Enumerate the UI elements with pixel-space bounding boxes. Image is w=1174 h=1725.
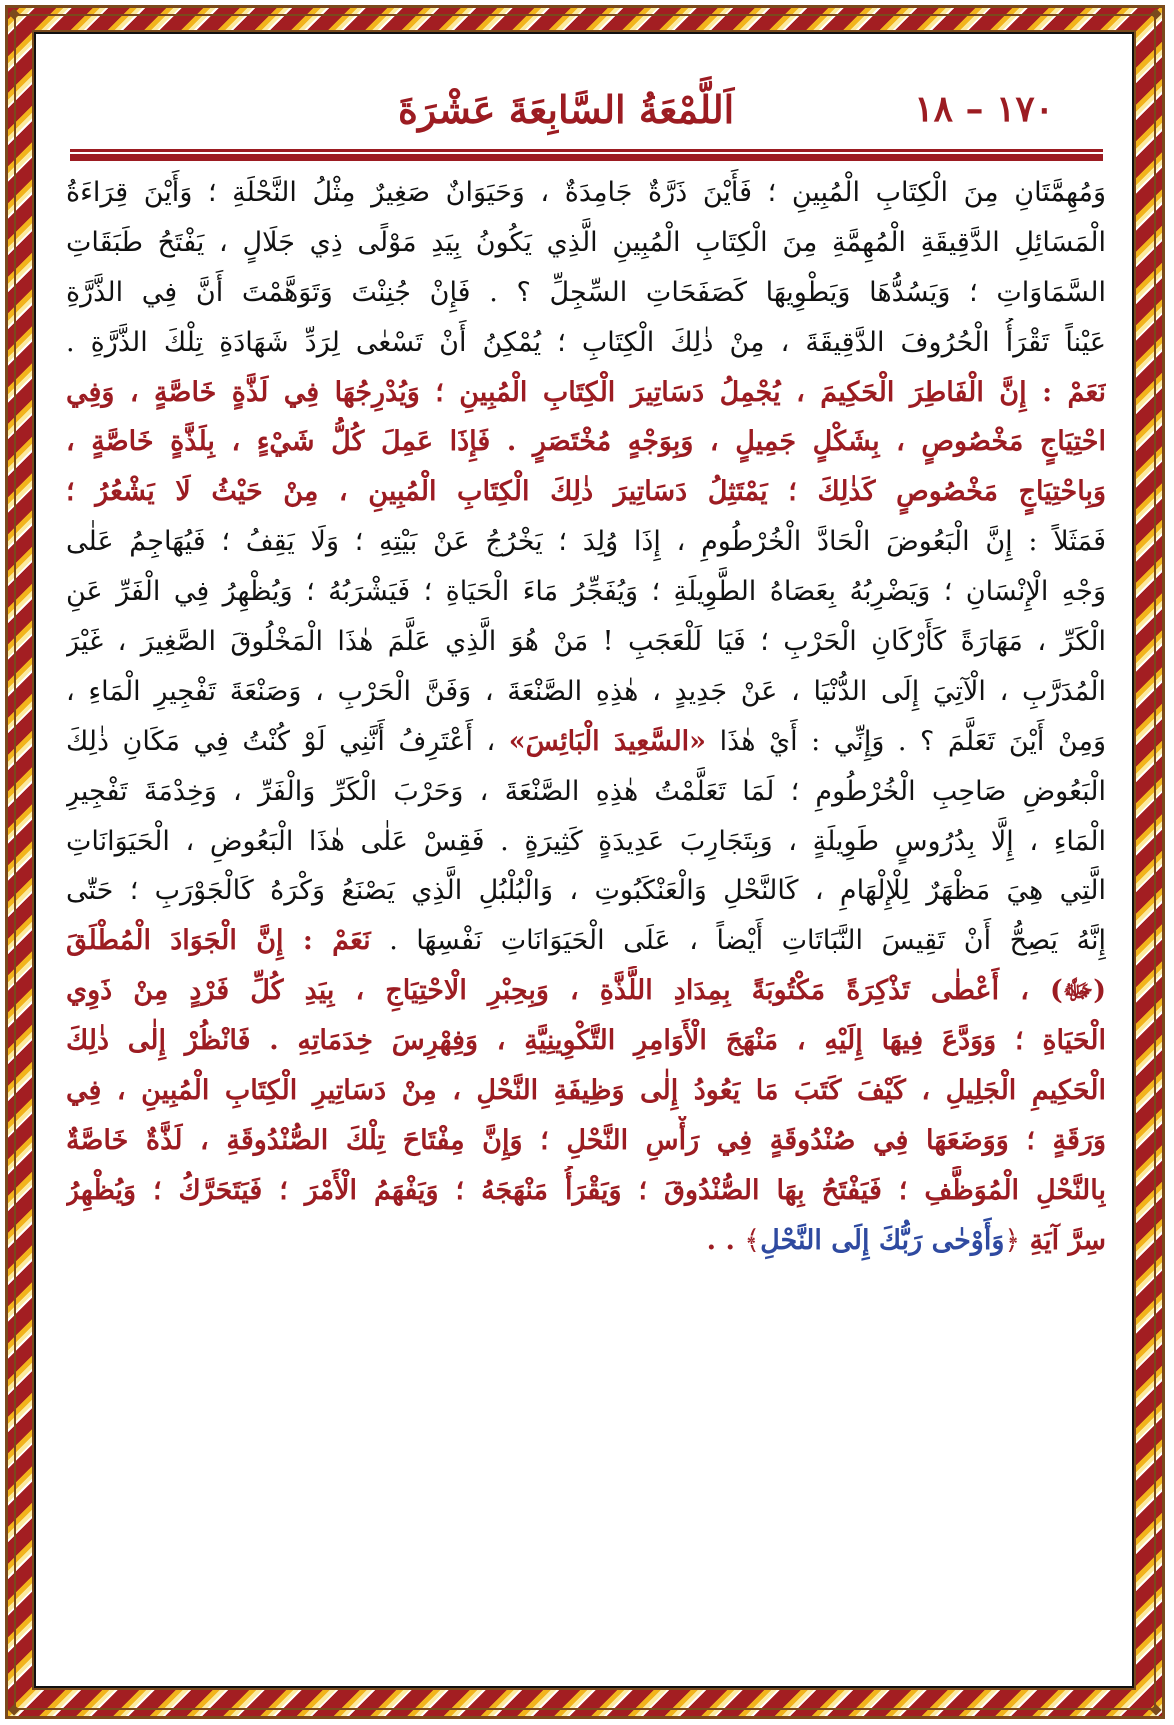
- body-text-segment: وَمِنْ أَيْنَ تَعَلَّمَ ؟ . وَإِنِّي : أَيْ هٰذَا: [706, 725, 1106, 757]
- emphasis-text: احْتِيَاجٍ مَخْصُوصٍ ، بِشَكْلٍ جَمِيلٍ ، وَبِوَجْهٍ مُخْتَصَرٍ . فَإِذَا عَمِلَ كُلُّ شَيْءٍ ، بِلَذَّةٍ خَاصَّةٍ ،: [66, 426, 1106, 458]
- text-line: [66, 1216, 1106, 1266]
- text-line: [66, 368, 1106, 418]
- body-text-segment: وَجْهِ الْإِنْسَانِ ؛ وَيَضْرِبُهُ بِعَصَاهُ الطَّوِيلَةِ ؛ وَيُفَجِّرُ مَاءَ الْحَيَاةِ ؛ فَيَشْرَبُهُ ؛ وَيُظْهِرُ فِي الْفَرِّ عَنِ: [66, 576, 1106, 608]
- text-line: [66, 767, 1106, 817]
- text-line: [66, 567, 1106, 617]
- page-header: [70, 78, 1104, 140]
- emphasis-text: «السَّعِيدَ الْبَائِسَ»: [508, 725, 707, 757]
- body-text-segment: ، أَعْتَرِفُ أَنَّنِي لَوْ كُنْتُ فِي مَكَانِ ذٰلِكَ: [66, 725, 509, 757]
- text-line: [66, 318, 1106, 368]
- emphasis-text: الْحَيَاةِ ؛ وَوَدَّعَ فِيهَا إِلَيْهِ ، مَنْهَجَ الْأَوَامِرِ التَّكْوِينِيَّةِ ، وَفِهْرِسَ خِدَمَاتِهِ . فَانْظُرْ إِلٰى ذٰلِكَ: [66, 1025, 1106, 1057]
- body-text-segment: الْبَعُوضِ صَاحِبِ الْخُرْطُومِ ؛ لَمَا تَعَلَّمْتُ هٰذِهِ الصَّنْعَةَ ، وَحَرْبَ الْكَرِّ وَالْفَرِّ ، وَخِدْمَةَ تَفْجِيرِ: [66, 775, 1106, 807]
- text-line: [66, 467, 1106, 517]
- body-text-segment: إِنَّهُ يَصِحُّ أَنْ تَقِيسَ النَّبَاتَاتِ أَيْضاً ، عَلَى الْحَيَوَانَاتِ نَفْسِهَا .: [370, 925, 1106, 957]
- text-line: [66, 817, 1106, 867]
- text-line: [66, 1066, 1106, 1116]
- text-line: [66, 667, 1106, 717]
- body-text-segment: عَيْناً تَقْرَأُ الْحُرُوفَ الدَّقِيقَةَ ، مِنْ ذٰلِكَ الْكِتَابِ ؛ يُمْكِنُ أَنْ تَسْعٰى لِرَدِّ شَهَادَةِ تِلْكَ الذَّرَّةِ .: [66, 326, 1106, 358]
- body-text-segment: السَّمَاوَاتِ ؛ وَيَسُدُّهَا وَيَطْوِيهَا كَصَفَحَاتِ السِّجِلِّ ؟ . فَإِنْ جُنِنْتَ وَتَوَهَّمْتَ أَنَّ فِي الذَّرَّةِ: [66, 276, 1106, 308]
- text-line: [66, 1016, 1106, 1066]
- text-line: [66, 617, 1106, 667]
- text-line: [66, 417, 1106, 467]
- text-line: [66, 517, 1106, 567]
- body-text-segment: الْكَرِّ ، مَهَارَةً كَأَرْكَانِ الْحَرْبِ ؛ فَيَا لَلْعَجَبِ ! مَنْ هُوَ الَّذِي عَلَّمَ هٰذَا الْمَخْلُوقَ الصَّغِيرَ ، غَيْرَ: [66, 626, 1106, 658]
- text-line: [66, 1116, 1106, 1166]
- emphasis-text: سِرَّ آيَةِ: [1020, 1224, 1106, 1256]
- text-line: [66, 218, 1106, 268]
- body-text-segment: الَّتِي هِيَ مَظْهَرٌ لِلْإِلْهَامِ ، كَالنَّحْلِ وَالْعَنْكَبُوتِ ، وَالْبُلْبُلِ الَّذِي يَصْنَعُ وَكْرَهُ كَالْجَوْرَبِ ؛ حَتّٰى: [66, 875, 1106, 907]
- emphasis-text: وَبِاحْتِيَاجٍ مَخْصُوصٍ كَذٰلِكَ ؛ يَمْتَثِلُ دَسَاتِيرَ ذٰلِكَ الْكِتَابِ الْمُبِينِ ، مِنْ حَيْثُ لَا يَشْعُرُ ؛: [66, 476, 1106, 508]
- text-line: [66, 916, 1106, 966]
- text-line: [66, 168, 1106, 218]
- emphasis-text: وَرَقَةٍ ؛ وَوَضَعَهَا فِي صُنْدُوقَةٍ فِي رَأْسِ النَّحْلِ ؛ وَإِنَّ مِفْتَاحَ تِلْكَ الصُّنْدُوقَةِ ، لَذَّةٌ خَاصَّةٌ: [66, 1124, 1106, 1156]
- body-text-segment: فَمَثَلاً : إِنَّ الْبَعُوضَ الْحَادَّ الْخُرْطُومِ ، إِذَا وُلِدَ ؛ يَخْرُجُ عَنْ بَيْتِهِ ؛ وَلَا يَقِفُ ؛ فَيُهَاجِمُ عَلٰى: [66, 526, 1106, 558]
- corner-ornament-icon: [8, 1704, 19, 1715]
- corner-ornament-icon: [1150, 8, 1161, 19]
- text-line: [66, 717, 1106, 767]
- verse-bracket-icon: ﴿: [1004, 1224, 1021, 1256]
- header-divider-thin: [70, 149, 1103, 152]
- text-line: [66, 268, 1106, 318]
- emphasis-text: (ﷻ) ، أَعْطٰى تَذْكِرَةً مَكْتُوبَةً بِمِدَادِ اللَّذَّةِ ، وَبِحِبْرِ الْاحْتِيَاجِ ، بِيَدِ كُلِّ فَرْدٍ مِنْ ذَوِي: [66, 975, 1106, 1007]
- corner-ornament-icon: [8, 8, 19, 19]
- text-line: [66, 1166, 1106, 1216]
- body-text: [66, 168, 1106, 1266]
- emphasis-text: الْحَكِيمِ الْجَلِيلِ ، كَيْفَ كَتَبَ مَا يَعُودُ إِلٰى وَظِيفَةِ النَّحْلِ ، مِنْ دَسَاتِيرِ الْكِتَابِ الْمُبِينِ ، فِي: [66, 1075, 1106, 1107]
- body-text-segment: وَمُهِمَّتَانِ مِنَ الْكِتَابِ الْمُبِينِ ؛ فَأَيْنَ ذَرَّةٌ جَامِدَةٌ ، وَحَيَوَانٌ صَغِيرٌ مِثْلُ النَّحْلَةِ ؛ وَأَيْنَ قِرَاءَةُ: [66, 177, 1106, 208]
- body-text-segment: الْمَاءِ ، إِلَّا بِدُرُوسٍ طَوِيلَةٍ ، وَبِتَجَارِبَ عَدِيدَةٍ كَثِيرَةٍ . فَقِسْ عَلٰى هٰذَا الْبَعُوضِ ، الْحَيَوَانَاتِ: [66, 825, 1106, 857]
- emphasis-text: بِالنَّحْلِ الْمُوَظَّفِ ؛ فَيَفْتَحُ بِهَا الصُّنْدُوقَ ؛ وَيَقْرَأُ مَنْهَجَهُ ؛ وَيَفْهَمُ الْأَمْرَ ؛ فَيَتَحَرَّكُ ؛ وَيُظْهِرُ: [66, 1174, 1106, 1206]
- header-divider-thick: [70, 154, 1103, 161]
- quran-verse: وَأَوْحٰى رَبُّكَ إِلَى النَّحْلِ: [760, 1224, 1005, 1256]
- body-text-segment: الْمُدَرَّبِ ، الْآتِيَ إِلَى الدُّنْيَا ، عَنْ جَدِيدٍ ، هٰذِهِ الصَّنْعَةَ ، وَفَنَّ الْحَرْبِ ، وَصَنْعَةَ تَفْجِيرِ الْمَاءِ ،: [66, 675, 1106, 707]
- page-number: ١٧٠ – ١٨: [914, 88, 1054, 130]
- text-line: [66, 866, 1106, 916]
- corner-ornament-icon: [1150, 1704, 1161, 1715]
- emphasis-text: نَعَمْ : إِنَّ الْفَاطِرَ الْحَكِيمَ ، يُجْمِلُ دَسَاتِيرَ الْكِتَابِ الْمُبِينِ ؛ وَيُدْرِجُهَا فِي لَذَّةٍ خَاصَّةٍ ، وَفِي: [66, 376, 1106, 408]
- body-text-segment: الْمَسَائِلِ الدَّقِيقَةِ الْمُهِمَّةِ مِنَ الْكِتَابِ الْمُبِينِ الَّذِي يَكُونُ بِيَدِ مَوْلًى ذِي جَلَالٍ ، يَفْتَحُ طَبَقَاتِ: [66, 226, 1106, 258]
- page-title: اَللَّمْعَةُ السَّابِعَةَ عَشْرَةَ: [398, 86, 735, 132]
- emphasis-text: نَعَمْ : إِنَّ الْجَوَادَ الْمُطْلَقَ: [66, 925, 371, 957]
- verse-bracket-icon: ﴾: [744, 1224, 761, 1256]
- text-line: [66, 966, 1106, 1016]
- emphasis-text: . .: [706, 1224, 745, 1256]
